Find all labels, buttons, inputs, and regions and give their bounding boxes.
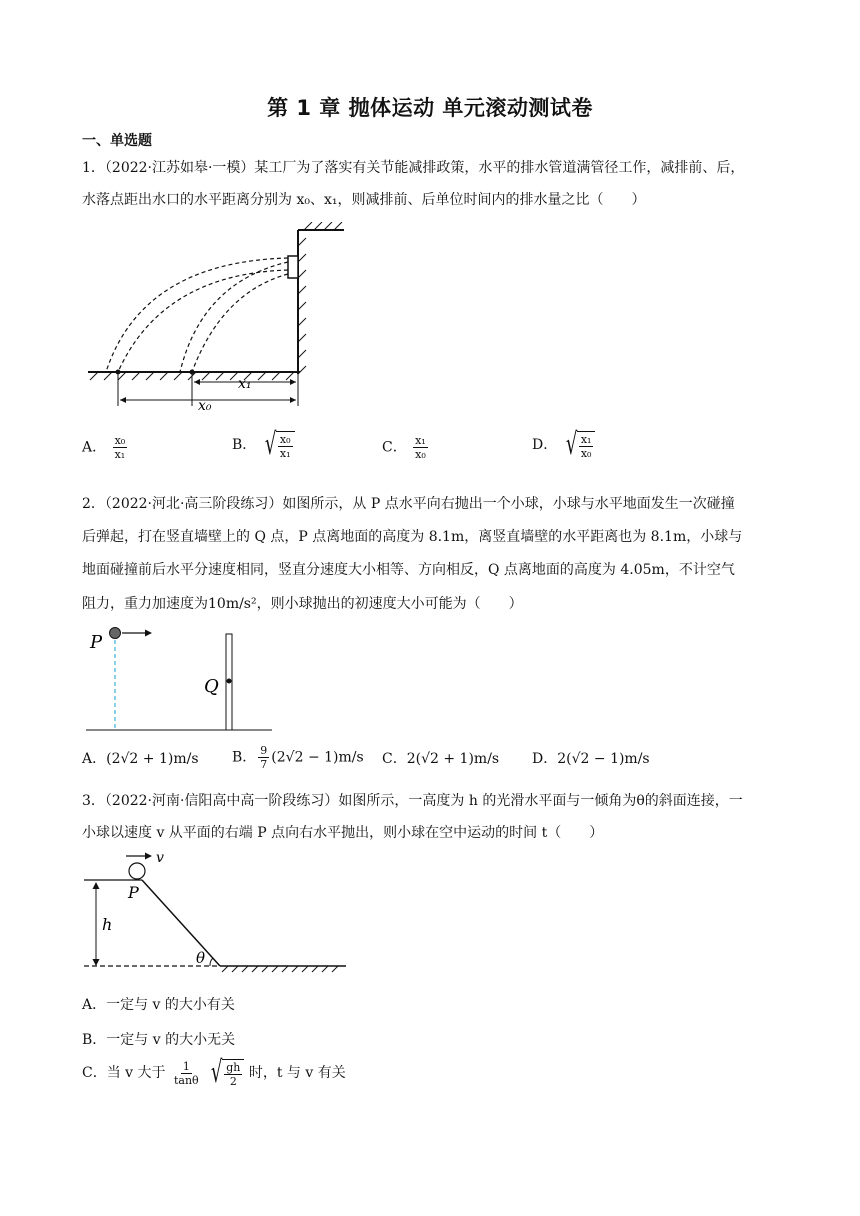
q2-stem-line4: 阻力，重力加速度为10m/s²，则小球抛出的初速度大小可能为（ ） bbox=[82, 596, 523, 612]
q3-theta-label: θ bbox=[196, 949, 206, 967]
q2-stem-line3: 地面碰撞前后水平分速度相同，竖直分速度大小相等、方向相反，Q 点离地面的高度为 4.05m，不计空气 bbox=[82, 562, 735, 578]
q3-h-label: h bbox=[102, 915, 113, 934]
q1-x0-label: x₀ bbox=[198, 398, 212, 412]
q3-figure bbox=[82, 848, 352, 976]
q3-option-b: B．一定与 v 的大小无关 bbox=[82, 1032, 236, 1048]
q3-p-label: P bbox=[128, 883, 139, 902]
q1-option-a: A． $\frac{\text{x₀}}{\text{x₁}}$ bbox=[82, 434, 126, 461]
q1-option-c: C． $\frac{\text{x₁}}{\text{x₀}}$ bbox=[382, 434, 426, 461]
q3-option-a: A．一定与 v 的大小有关 bbox=[82, 997, 235, 1013]
q2-option-b: B． $\frac{9}{7}$ (2√2 − 1)m/s bbox=[232, 744, 364, 771]
q1-option-d: D． √ $\frac{\text{x₁}}{\text{x₀}}$ bbox=[532, 430, 595, 460]
q2-stem-line2: 后弹起，打在竖直墙壁上的 Q 点，P 点离地面的高度为 8.1m，离竖直墙壁的水平距离也为 8.1m，小球与 bbox=[82, 529, 743, 545]
q3-v-label: v bbox=[156, 850, 164, 866]
q2-figure bbox=[82, 620, 282, 736]
q3-stem-line1: 3．（2022·河南·信阳高中高一阶段练习）如图所示，一高度为 h 的光滑水平面与一倾角为θ的斜面连接，一 bbox=[82, 793, 743, 809]
q1-option-b: B． √ $\frac{\text{x₀}}{\text{x₁}}$ bbox=[232, 430, 295, 460]
q2-option-a: A．(2√2 + 1)m/s bbox=[82, 751, 199, 767]
q2-q-label: Q bbox=[204, 676, 219, 697]
q3-option-c: C．当 v 大于 $\frac{1}{\tan\theta}$ √ $\frac{gh}{2}$ 时，t 与 v 有关 bbox=[82, 1055, 346, 1090]
q2-p-label: P bbox=[90, 632, 103, 653]
page-title: 第 1 章 抛体运动 单元滚动测试卷 bbox=[267, 96, 593, 120]
q3-stem-line2: 小球以速度 v 从平面的右端 P 点向右水平抛出，则小球在空中运动的时间 t（ ） bbox=[82, 825, 604, 841]
q1-stem-line2: 水落点距出水口的水平距离分别为 x₀、x₁，则减排前、后单位时间内的排水量之比（ ） bbox=[82, 192, 646, 208]
q2-option-c: C．2(√2 + 1)m/s bbox=[382, 751, 500, 767]
q1-stem-line1: 1．（2022·江苏如皋·一模）某工厂为了落实有关节能减排政策，水平的排水管道满管径工作，减排前、后， bbox=[82, 160, 745, 176]
section-heading: 一、单选题 bbox=[82, 133, 152, 149]
q2-option-d: D．2(√2 − 1)m/s bbox=[532, 751, 650, 767]
q2-stem-line1: 2．（2022·河北·高三阶段练习）如图所示，从 P 点水平向右抛出一个小球，小球与水平地面发生一次碰撞 bbox=[82, 496, 735, 512]
q1-figure bbox=[82, 222, 352, 412]
q1-x1-label: x₁ bbox=[238, 376, 252, 392]
